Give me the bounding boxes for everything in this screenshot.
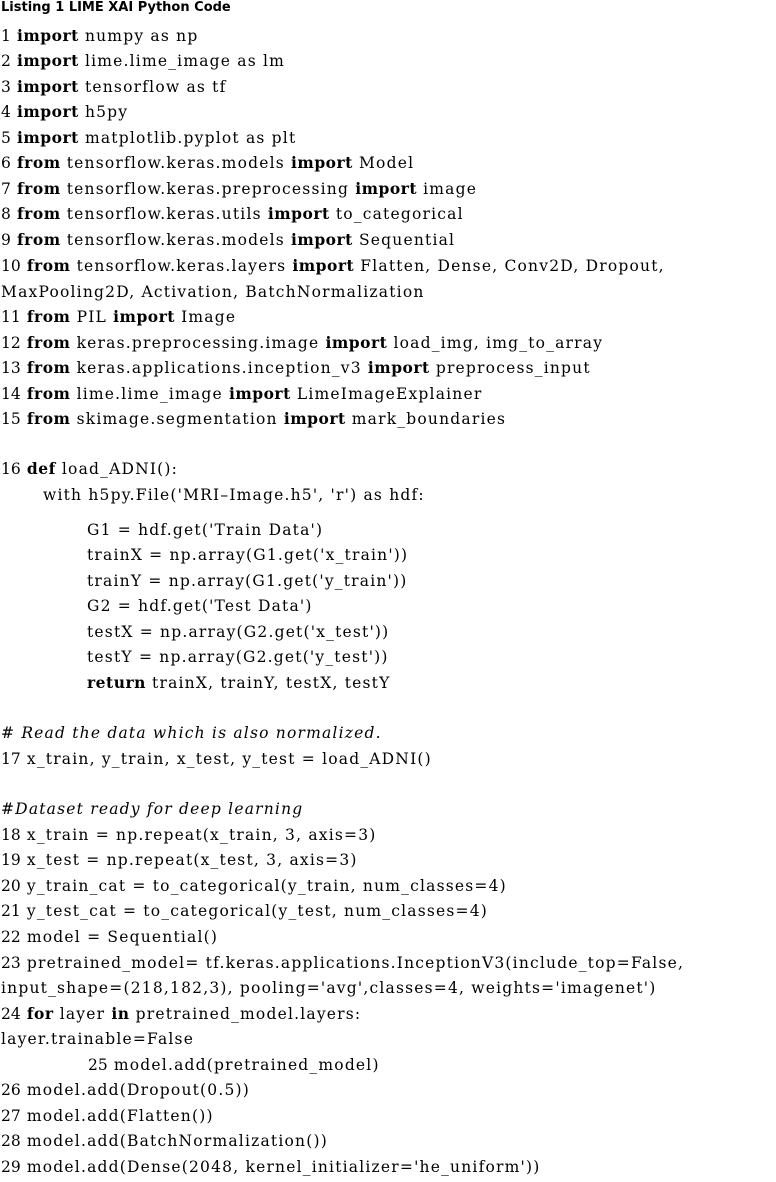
code-keyword: return [87,673,146,692]
code-keyword: from [26,333,71,352]
code-text: pretrained_model= tf.keras.applications.InceptionV3(include_top=False, [26,954,685,972]
code-text: trainY = np.array(G1.get('y_train')) [87,572,408,590]
listing-caption [1,0,231,15]
code-text: tensorflow.keras.layers [70,257,293,275]
code-keyword: import [325,333,388,352]
line-number: 12 [1,334,21,352]
line-number: 17 [1,750,21,768]
code-text: tensorflow.keras.models [60,154,292,172]
line-number: 24 [1,1005,21,1023]
code-line [1,1131,328,1153]
code-line [1,927,218,949]
code-line [1,128,296,150]
code-text: load_ADNI(): [55,460,179,478]
code-keyword: import [17,26,79,45]
code-text: tensorflow.keras.utils [60,205,268,223]
line-number: 6 [1,154,11,172]
code-line [87,596,313,618]
code-text: model = Sequential() [26,928,219,946]
line-number: 8 [1,205,11,223]
line-number: 5 [1,129,11,147]
code-text: x_train = np.repeat(x_train, 3, axis=3) [26,826,377,844]
code-keyword: import [17,128,79,147]
code-text: tensorflow.keras.models [60,231,292,249]
code-text: Model [352,154,415,172]
line-number: 3 [1,78,11,96]
code-line [1,153,414,175]
code-keyword: import [291,153,353,172]
code-line [1,230,455,252]
line-number: 18 [1,826,21,844]
code-text: y_train_cat = to_categorical(y_train, num_classes=4) [26,877,507,895]
code-text: mark_boundaries [345,410,507,428]
code-line [1,358,591,380]
code-text: G2 = hdf.get('Test Data') [87,597,313,615]
code-text: with h5py.File('MRI–Image.h5', 'r') as hdf: [43,486,425,504]
code-line [87,647,389,669]
code-line [1,1157,541,1179]
code-keyword: from [17,230,61,249]
code-text: PIL [70,308,114,326]
line-number: 26 [1,1081,21,1099]
listing-title: LIME XAI Python Code [68,0,231,15]
code-keyword: for [26,1004,54,1023]
code-text: keras.applications.inception_v3 [70,359,368,377]
code-line [1,1080,250,1102]
line-number: 19 [1,851,21,869]
code-text: input_shape=(218,182,3), pooling='avg',classes=4, weights='imagenet') [1,979,657,997]
code-text: lime.lime_image [70,385,229,403]
code-line [1,256,665,278]
code-keyword: from [26,307,71,326]
code-line [1,26,198,48]
code-line [88,1055,380,1077]
code-line [1,333,603,355]
code-text: y_test_cat = to_categorical(y_test, num_classes=4) [26,902,489,920]
code-text: model.add(pretrained_model) [113,1056,380,1074]
code-keyword: from [26,358,71,377]
code-keyword: import [228,384,291,403]
code-text: testY = np.array(G2.get('y_test')) [87,648,389,666]
line-number: 29 [1,1158,21,1176]
code-line [1,459,178,481]
line-number: 4 [1,103,11,121]
code-comment: #Dataset ready for deep learning [1,800,304,818]
code-text: image [417,180,478,198]
line-number: 11 [1,308,21,326]
code-line [1,825,377,847]
code-keyword: in [111,1004,130,1023]
code-line [1,850,358,872]
code-keyword: import [292,256,355,275]
code-line [87,520,323,542]
code-text: preprocess_input [429,359,591,377]
code-line [1,102,128,124]
code-text: G1 = hdf.get('Train Data') [87,521,324,539]
code-text: x_test = np.repeat(x_test, 3, axis=3) [26,851,358,869]
code-keyword: from [17,179,61,198]
line-number: 21 [1,902,21,920]
line-number: 28 [1,1132,21,1150]
code-keyword: import [17,102,79,121]
code-line [1,723,382,745]
code-line [87,545,408,567]
code-text: model.add(Dropout(0.5)) [26,1081,251,1099]
code-line [1,901,488,923]
code-line [1,51,285,73]
code-text: testX = np.array(G2.get('x_test')) [87,623,390,641]
code-keyword: def [26,459,56,478]
line-number: 13 [1,359,21,377]
code-line [1,749,432,771]
code-line [1,204,464,226]
code-line [1,384,482,406]
code-text: Image [174,308,237,326]
code-keyword: from [26,409,71,428]
code-keyword: import [17,77,79,96]
code-text: layer [53,1005,112,1023]
code-text: pretrained_model.layers: [129,1005,362,1023]
code-line [43,485,425,507]
code-text: x_train, y_train, x_test, y_test = load_ADNI() [26,750,432,768]
code-keyword: from [17,204,61,223]
code-keyword: from [17,153,61,172]
code-text: Sequential [352,231,456,249]
line-number: 7 [1,180,11,198]
code-text: Flatten, Dense, Conv2D, Dropout, [354,257,665,275]
line-number: 15 [1,410,21,428]
code-text: numpy as np [78,27,199,45]
line-number: 1 [1,27,11,45]
code-line [87,571,408,593]
code-text: model.add(BatchNormalization()) [26,1132,328,1150]
line-number: 22 [1,928,21,946]
code-text: LimeImageExplainer [290,385,483,403]
code-line [87,622,389,644]
line-number: 27 [1,1107,21,1125]
code-keyword: import [367,358,430,377]
code-line [1,1029,194,1051]
code-line [1,876,507,898]
code-text: model.add(Dense(2048, kernel_initializer='he_uniform')) [26,1158,541,1176]
code-keyword: import [113,307,175,326]
code-text: skimage.segmentation [70,410,284,428]
code-comment: # Read the data which is also normalized. [1,724,382,742]
code-text: lime.lime_image as lm [78,52,286,70]
line-number: 16 [1,460,21,478]
code-keyword: import [283,409,346,428]
code-line [87,673,391,695]
code-line [1,307,236,329]
code-text: load_img, img_to_array [387,334,604,352]
code-keyword: import [17,51,79,70]
line-number: 10 [1,257,21,275]
code-keyword: from [26,384,71,403]
code-keyword: import [291,230,353,249]
code-text: to_categorical [329,205,464,223]
code-text: h5py [78,103,129,121]
code-line [1,953,684,975]
code-keyword: from [26,256,71,275]
line-number: 2 [1,52,11,70]
line-number: 20 [1,877,21,895]
code-text: matplotlib.pyplot as plt [78,129,297,147]
code-line [1,799,303,821]
code-text: tensorflow as tf [78,78,227,96]
code-line [1,1106,214,1128]
listing-label: Listing 1 [1,0,65,15]
code-text: keras.preprocessing.image [70,334,326,352]
code-text: MaxPooling2D, Activation, BatchNormalization [1,283,425,301]
code-text: layer.trainable=False [1,1030,195,1048]
code-text: trainX, trainY, testX, testY [145,674,391,692]
code-line [1,179,477,201]
line-number: 9 [1,231,11,249]
line-number: 23 [1,954,21,972]
code-line [1,282,425,304]
code-line [1,409,506,431]
code-line [1,77,227,99]
code-text: model.add(Flatten()) [26,1107,214,1125]
line-number: 14 [1,385,21,403]
code-text: tensorflow.keras.preprocessing [60,180,356,198]
code-keyword: import [355,179,417,198]
code-line [1,978,657,1000]
code-keyword: import [267,204,330,223]
code-line [1,1004,361,1026]
code-text: trainX = np.array(G1.get('x_train')) [87,546,409,564]
line-number: 25 [88,1056,108,1074]
